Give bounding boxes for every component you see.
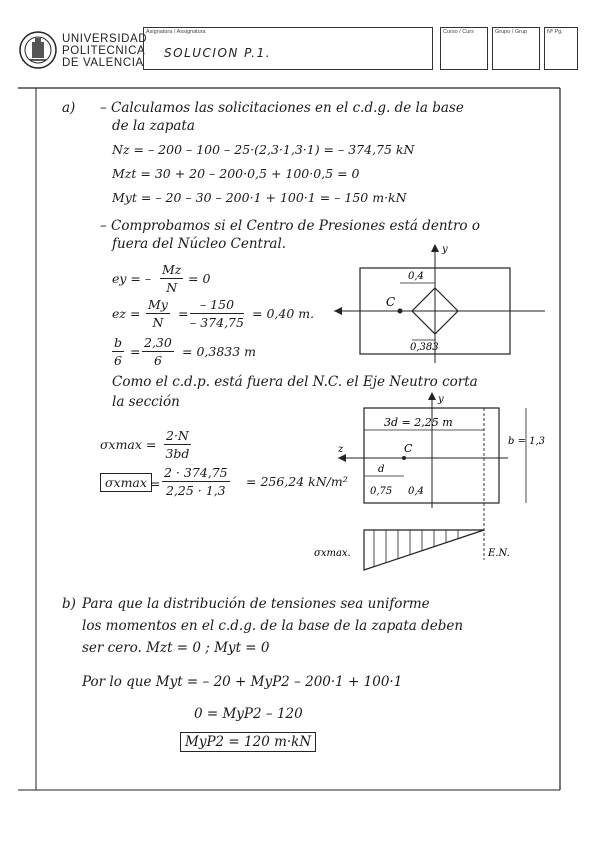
check-text-1: – Comprobamos si el Centro de Presiones está dentro o xyxy=(100,218,480,234)
fig2-d-value: 0,75 xyxy=(370,486,393,497)
b6-numerator-2: 2,30 xyxy=(144,335,172,350)
conclusion-text-2: la sección xyxy=(112,394,180,410)
part-a-intro-1: – Calculamos las solicitaciones en el c.d.g. de la base xyxy=(100,100,464,116)
ey-denominator: N xyxy=(166,280,178,295)
b6-denominator-1: 6 xyxy=(114,353,122,368)
axis-z-arrow xyxy=(334,307,342,315)
sigma-result-denominator: 2,25 · 1,3 xyxy=(165,483,226,498)
fig2-width3d-label: 3d = 2,25 m xyxy=(384,416,453,429)
ez-rhs: = 0,40 m. xyxy=(252,306,315,321)
ey-rhs: = 0 xyxy=(188,271,211,286)
part-b-result: MyP2 = 120 m·kN xyxy=(180,732,316,752)
ez-numerator-1: My xyxy=(148,297,168,312)
kern-diagram xyxy=(330,238,550,368)
eq-moment-y: Myt = – 20 – 30 – 200·1 + 100·1 = – 150 m·kN xyxy=(112,190,407,205)
sigma-result-numerator: 2 · 374,75 xyxy=(164,465,228,480)
part-a-intro-2: de la zapata xyxy=(112,118,195,134)
sigma-formula-denominator: 3bd xyxy=(165,446,190,461)
fig1-axis-y-label: y xyxy=(442,244,448,255)
eq-axial-force: Nz = – 200 – 100 – 25·(2,3·1,3·1) = – 374,75 kN xyxy=(112,142,415,157)
curso-label: Curso / Curs xyxy=(443,29,474,35)
ez-fraction-2 xyxy=(190,297,244,330)
conclusion-text-1: Como el c.d.p. está fuera del N.C. el Eje Neutro corta xyxy=(112,374,478,390)
b6-fraction-2 xyxy=(142,335,174,368)
university-line-1: UNIVERSIDAD xyxy=(62,33,148,45)
axis-y-arrow xyxy=(431,244,439,252)
university-line-2: POLITECNICA xyxy=(62,45,146,57)
pressure-center-point xyxy=(398,309,403,314)
part-b-line-2: los momentos en el c.d.g. de la base de la zapata deben xyxy=(82,618,464,634)
eq-moment-z: Mzt = 30 + 20 – 200·0,5 + 100·0,5 = 0 xyxy=(112,166,360,181)
asignatura-value: SOLUCION P.1. xyxy=(164,46,272,60)
grupo-label: Grupo / Grup xyxy=(495,29,528,35)
fig2-axis-y-label: y xyxy=(438,394,444,405)
fig2-pressure-center-point xyxy=(402,456,406,460)
university-seal-icon xyxy=(18,30,58,70)
ey-lhs: ey = – xyxy=(112,271,152,286)
university-name xyxy=(62,33,147,69)
ez-fraction-1 xyxy=(146,297,170,330)
numero-field xyxy=(544,27,578,70)
check-text-2: fuera del Núcleo Central. xyxy=(112,236,287,252)
b6-fraction-1 xyxy=(112,335,124,368)
b6-denominator-2: 6 xyxy=(153,353,162,368)
asignatura-field xyxy=(143,27,433,70)
ez-numerator-2: – 150 xyxy=(190,297,244,314)
grupo-field xyxy=(492,27,540,70)
fig2-axis-z-label: z xyxy=(338,444,344,455)
ez-denominator-1: N xyxy=(152,315,164,330)
sigma-result-fraction xyxy=(162,465,230,498)
b6-numerator-1: b xyxy=(114,335,123,350)
fig2-axis-y-arrow xyxy=(428,392,436,400)
stress-distribution-triangle xyxy=(364,530,484,570)
sigma-formula-lhs: σxmax = xyxy=(100,437,157,452)
sigma-result-eq: = xyxy=(150,476,161,491)
ez-lhs: ez = xyxy=(112,306,141,321)
part-b-line-3: ser cero. Mzt = 0 ; Myt = 0 xyxy=(82,640,270,656)
sigma-formula-fraction xyxy=(164,428,191,461)
sigma-formula-numerator: 2·N xyxy=(166,428,189,443)
part-b-line-5: 0 = MyP2 – 120 xyxy=(194,706,303,722)
stress-diagram xyxy=(308,390,558,575)
fig2-d-label: d xyxy=(378,464,385,475)
fig2-e-value: 0,4 xyxy=(408,486,424,497)
asignatura-label: Asignatura / Assignatura xyxy=(146,29,206,35)
fig2-sigma-label: σxmax. xyxy=(314,548,351,559)
curso-field xyxy=(440,27,488,70)
fig2-b-label: b = 1,3 xyxy=(508,436,546,447)
fig2-pc-label: C xyxy=(404,442,413,455)
part-a-marker: a) xyxy=(62,100,76,116)
fig2-axis-z-arrow xyxy=(338,454,346,462)
ez-mid: = xyxy=(178,306,189,321)
ey-fraction xyxy=(160,262,183,295)
b6-rhs: = 0,3833 m xyxy=(182,344,257,359)
ey-numerator: Mz xyxy=(162,262,182,277)
university-line-3: DE VALENCIA xyxy=(62,57,144,69)
fig1-pc-label: C xyxy=(386,295,396,309)
part-b-line-1: Para que la distribución de tensiones sea uniforme xyxy=(82,596,430,612)
numero-label: Nº Pg. xyxy=(547,29,563,35)
fig2-en-label: E.N. xyxy=(488,548,510,559)
part-b-marker: b) xyxy=(62,596,76,612)
fig1-kern-label: 0,383 xyxy=(410,342,439,353)
ez-denominator-2: – 374,75 xyxy=(190,315,244,330)
part-b-line-4: Por lo que Myt = – 20 + MyP2 – 200·1 + 100·1 xyxy=(82,674,403,690)
fig1-ez-label: 0,4 xyxy=(408,271,424,282)
b6-mid: = xyxy=(130,344,141,359)
sigma-result-rhs: = 256,24 kN/m² xyxy=(246,474,348,489)
sigma-result-lhs: σxmax xyxy=(100,473,152,492)
